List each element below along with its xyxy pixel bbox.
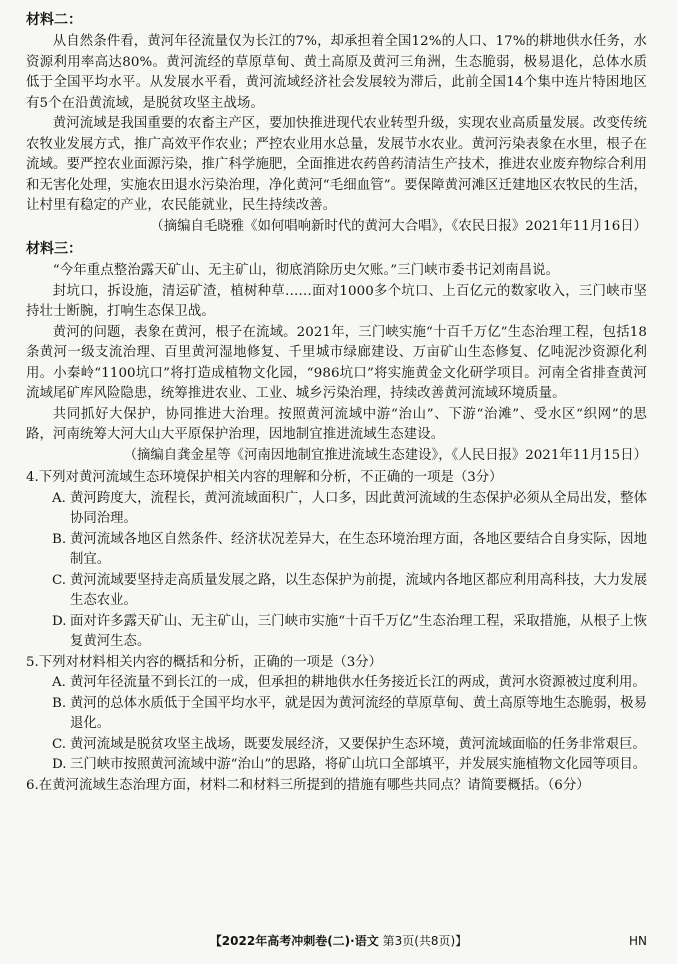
- option-text: 黄河流域要坚持走高质量发展之路，以生态保护为前提，流域内各地区都应利用高科技，大力发展生态农业。: [70, 572, 647, 608]
- material-three-heading: 材料三：: [26, 241, 82, 257]
- option-letter: D.: [52, 613, 67, 629]
- option-text: 黄河的总体水质低于全国平均水平，就是因为黄河流经的草原草甸、黄土高原等地生态脆弱，极易退化。: [70, 695, 647, 731]
- question-4-stem: 4.下列对黄河流域生态环境保护相关内容的理解和分析，不正确的一项是（3分）: [26, 470, 503, 485]
- option-letter: A.: [52, 675, 66, 690]
- material-three-paragraph-2: 封坑口，拆设施，清运矿渣，植树种草……面对1000多个坑口、上百亿元的数家收入，三门峡市坚持壮士断腕，打响生态保卫战。: [26, 283, 647, 319]
- material-three-source: （摘编自龚金星等《河南因地制宜推进流域生态建设》，《人民日报》2021年11月15日）: [123, 447, 647, 463]
- question-5: [26, 653, 647, 776]
- question-4-option-b: [26, 530, 647, 571]
- material-three-section: [26, 239, 647, 466]
- page-footer: [0, 933, 677, 949]
- question-5-option-b: [26, 694, 647, 735]
- option-letter: B.: [52, 531, 67, 547]
- option-letter: D.: [52, 757, 67, 772]
- material-two-source: （摘编自毛晓雅《如何唱响新时代的黄河大合唱》，《农民日报》2021年11月16日）: [150, 218, 647, 234]
- option-letter: B.: [52, 695, 67, 711]
- material-three-paragraph-4: 共同抓好大保护，协同推进大治理。按照黄河流域中游“治山”、下游“治滩”、受水区“织网”的思路，河南统筹大河大山大平原保护治理，因地制宜推进流域生态建设。: [26, 406, 647, 442]
- option-text: 黄河年径流量不到长江的一成，但承担的耕地供水任务接近长江的两成，黄河水资源被过度利用。: [70, 675, 646, 690]
- question-5-option-d: [26, 755, 647, 776]
- footer-page-number: 第3页(共8页)】: [382, 934, 468, 948]
- footer-region-code: HN: [629, 934, 647, 948]
- question-4-option-d: [26, 612, 647, 653]
- material-two-heading: 材料二：: [26, 12, 82, 28]
- question-5-stem: 5.下列对材料相关内容的概括和分析，正确的一项是（3分）: [26, 654, 383, 670]
- material-two-paragraph-1: 从自然条件看，黄河年径流量仅为长江的7%，却承担着全国12%的人口、17%的耕地供水任务，水资源利用率高达80%。黄河流经的草原草甸、黄土高原及黄河三角洲，生态脆弱，极易退化，总体水质低于全国平均水平。从发展水平看，黄河流域经济社会发展较为滞后，此前全国14个集中连片特困地区有5个在沿黄流域，是脱贫攻坚主战场。: [26, 34, 648, 111]
- option-letter: C.: [52, 572, 67, 588]
- question-4-option-a: [26, 489, 647, 530]
- material-two-paragraph-2: 黄河流域是我国重要的农畜主产区，要加快推进现代农业转型升级，实现农业高质量发展。改变传统农牧业发展方式，推广高效平作农业；严控农业用水总量，发展节水农业。黄河污染表象在水里，根子在流域。要严控农业面源污染，推广科学施肥，全面推进农药兽药清洁生产技术，推进农业废弃物综合利用和无害化处理，实施农田退水污染治理，净化黄河“毛细血管”。要保障黄河滩区迁建地区农牧民的生活，让村里有稳定的产业，农民能就业，民生持续改善。: [26, 116, 647, 213]
- material-three-paragraph-1: “今年重点整治露天矿山、无主矿山，彻底消除历史欠账。”三门峡市委书记刘南昌说。: [52, 263, 560, 278]
- question-6-stem: 6.在黄河流域生态治理方面，材料二和材料三所提到的措施有哪些共同点？请简要概括。（6分）: [26, 777, 590, 793]
- option-text: 黄河流域是脱贫攻坚主战场，既要发展经济，又要保护生态环境，黄河流域面临的任务非常艰巨。: [70, 736, 646, 752]
- question-5-option-c: [26, 735, 647, 756]
- option-letter: C.: [52, 736, 67, 752]
- option-text: 面对许多露天矿山、无主矿山，三门峡市实施“十百千万亿”生态治理工程，采取措施，从根子上恢复黄河生态。: [70, 613, 647, 649]
- question-6: [26, 776, 647, 797]
- option-text: 黄河流域各地区自然条件、经济状况差异大，在生态环境治理方面，各地区要结合自身实际，因地制宜。: [70, 531, 647, 567]
- option-text: 三门峡市按照黄河流域中游“治山”的思路，将矿山坑口全部填平，并发展实施植物文化园等项目。: [70, 757, 647, 772]
- material-two-section: [26, 10, 647, 237]
- material-three-paragraph-3: 黄河的问题，表象在黄河，根子在流域。2021年，三门峡实施“十百千万亿”生态治理工程，包括18条黄河一级支流治理、百里黄河湿地修复、千里城市绿廊建设、万亩矿山生态修复、亿吨泥沙资源化利用。小秦岭“1100坑口”将打造成植物文化园，“986坑口”将实施黄金文化研学项目。河南全省排查黄河流域尾矿库风险隐患，统筹推进农业、工业、城乡污染治理，持续改善黄河流域环境质量。: [26, 324, 647, 401]
- option-text: 黄河跨度大，流程长，黄河流域面积广，人口多，因此黄河流域的生态保护必须从全局出发，整体协同治理。: [70, 490, 647, 526]
- question-4-option-c: [26, 571, 647, 612]
- question-4: [26, 468, 647, 653]
- footer-center: [0, 933, 677, 949]
- question-5-option-a: [26, 673, 647, 694]
- option-letter: A.: [52, 490, 66, 506]
- footer-exam-title: 【2022年高考冲刺卷(二)·语文: [209, 934, 379, 948]
